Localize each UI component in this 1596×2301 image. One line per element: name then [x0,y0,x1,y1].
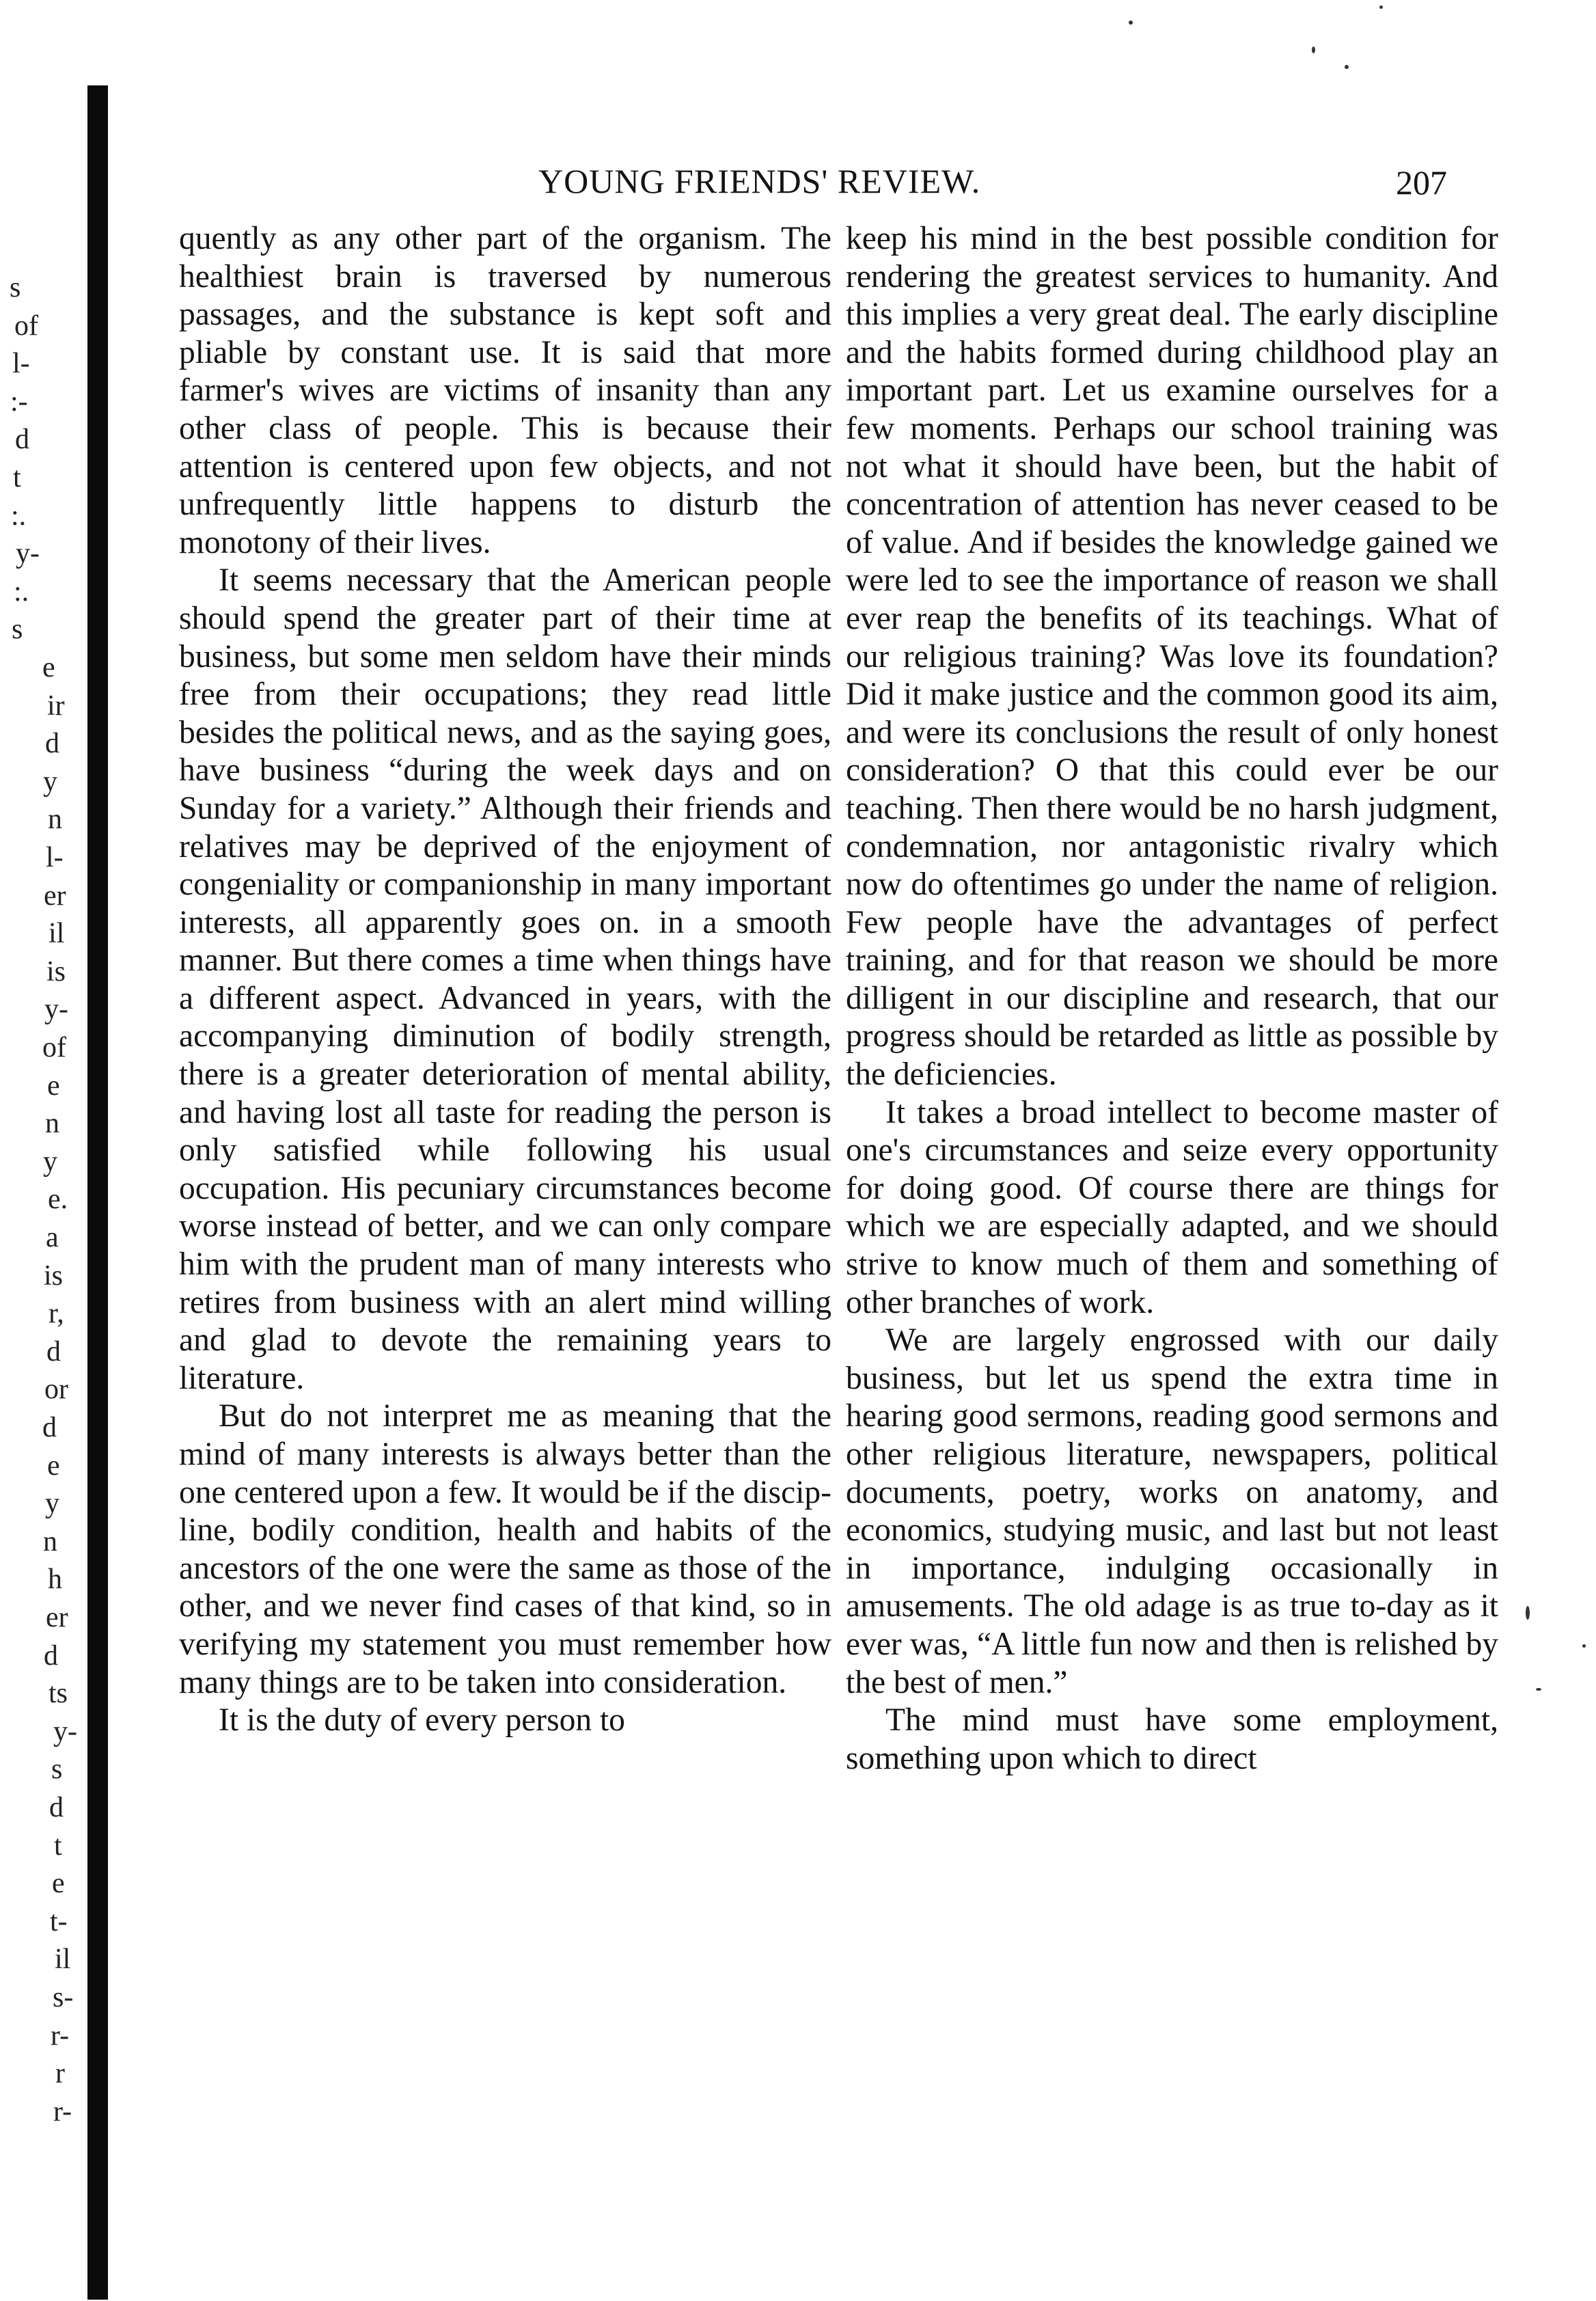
paragraph: We are largely engrossed with our daily business, but let us spend the extra time in hearing good sermons, reading good sermons and other religious literature, newspapers, political documents, poetry, works on anatomy, and economics, studying music, and last but not least in importance, indulging occasionally in amusements. The old adage is as true to-day as it ever was, “A little fun now and then is relished by the best of men.” [846,1322,1498,1700]
margin-fragment: y [45,1488,59,1520]
paragraph: quently as any other part of the organism. The healthiest brain is traversed by numerous passages, and the substance is kept soft and pliable by constant use. It is said that more farmer's wives are victims of insanity than any other class of people. This is because their attention is centered upon few objects, and not unfrequently little happens to disturb the monotony of their lives. [179,221,831,560]
binding-gutter-shadow [87,85,108,2300]
scan-speck [1129,21,1133,25]
text-column-left [179,220,831,1740]
paragraph: It seems necessary that the American people should spend the greater part of their time at business, but some men seldom have their minds free from their occupations; they read little besides the political news, and as the saying goes, have business “during the week days and on Sunday for a variety.” Although their friends and relatives may be deprived of the enjoyment of congeniality or companionship in many important interests, all apparently goes on. in a smooth manner. But there comes a time when things have a different aspect. Advanced in years, with the accompanying diminution of bodily strength, there is a greater deterioration of mental ability, and having lost all taste for reading the person is only satisfied while following his usual occupation. His pecuniary circumstances become worse instead of better, and we can only compare him with the prudent man of many interests who retires from business with an alert mind willing and glad to devote the remaining years to literature. [179,562,831,1396]
margin-fragment: y [43,765,57,798]
margin-fragment: d [45,728,59,760]
scan-speck [1379,5,1383,9]
margin-fragment: :- [10,385,28,418]
margin-fragment: l- [12,348,30,380]
margin-fragment: r [55,2058,65,2090]
scan-speck [1312,46,1315,53]
margin-fragment: e [47,1449,60,1482]
scan-speck [1526,1606,1530,1620]
margin-fragment: a [46,1222,59,1253]
margin-fragment: l- [46,842,64,873]
margin-fragment: d [15,424,29,456]
margin-fragment: h [48,1564,62,1596]
margin-fragment: y- [16,538,40,570]
scan-speck [1536,1688,1541,1691]
margin-fragment: n [43,1525,57,1557]
scan-speck [1345,65,1349,69]
margin-fragment: is [46,955,66,988]
margin-fragment: d [46,1335,61,1367]
paragraph: keep his mind in the best possible condition for rendering the greatest services to humanity. And this implies a very great deal. The early discipline and the habits formed during childhood play an important part. Let us examine ourselves for a few moments. Perhaps our school training was not what it should have been, but the habit of concentration of attention has never ceased to be of value. And if besides the knowledge gained we were led to see the importance of reason we shall ever reap the benefits of its teachings. What of our religious training? Was love its foundation? Did it make justice and the common good its aim, and were its conclusions the result of only honest consideration? O that this could ever be our teaching. Then there would be no harsh judgment, condemnation, nor antagonistic rivalry which now do oftentimes go under the name of religion. Few people have the advantages of perfect training, and for that reason we should be more dilligent in our discipline and research, that our progress should be retarded as little as possible by the deficiencies. [846,221,1498,1093]
margin-fragment: e [47,1070,60,1102]
margin-fragment: n [48,804,62,836]
margin-fragment: of [42,1032,66,1063]
margin-fragment: d [44,1639,58,1672]
page-number: 207 [1396,163,1447,202]
margin-fragment: ts [49,1678,68,1710]
margin-fragment: t [54,1829,62,1862]
paragraph: But do not interpret me as meaning that the mind of many interests is always better than the one centered upon a few. It would be if the discipline, bodily condition, health and habits of the ancestors of the one were the same as those of the other, and we never find cases of that kind, so in verifying my statement you must remember how many things are to be taken into consideration. [179,1398,831,1700]
margin-fragment: il [49,918,65,950]
margin-fragment: s- [53,1982,74,2013]
margin-fragment: d [42,1412,57,1443]
margin-fragment: of [14,310,38,342]
margin-fragment: e [42,652,55,683]
margin-fragment: y- [44,994,68,1026]
scan-speck [1582,1644,1586,1648]
margin-fragment: r- [53,2095,72,2127]
paragraph: It takes a broad intellect to become master of one's circumstances and seize every opportunity for doing good. Of course there are things for which we are especially adapted, and we should strive to know much of them and something of other branches of work. [846,1094,1498,1320]
margin-fragment: t [13,462,21,493]
margin-fragment: t- [50,1905,68,1937]
margin-fragment: r, [49,1298,64,1330]
margin-fragment: y- [53,1715,77,1747]
margin-fragment: y [43,1145,57,1177]
margin-fragment: n [45,1108,59,1140]
page-header [176,161,1474,209]
margin-fragment: r- [51,2019,70,2052]
margin-fragment: il [55,1944,71,1976]
margin-fragment: s [10,272,21,303]
margin-fragment: e [52,1868,65,1900]
margin-fragment: er [46,1602,68,1633]
left-margin-bleed-through [0,0,82,2301]
running-head: YOUNG FRIENDS' REVIEW. [538,162,981,200]
text-column-right [846,220,1498,1778]
margin-fragment: d [49,1792,64,1823]
margin-fragment: :. [11,500,27,532]
margin-fragment: e. [48,1184,68,1216]
margin-fragment: s [12,614,23,646]
margin-fragment: er [44,880,66,912]
paragraph: It is the duty of every person to [219,1702,625,1739]
margin-fragment: is [44,1260,64,1292]
paragraph: The mind must have some employment, something upon which to direct [846,1702,1498,1776]
margin-fragment: :. [14,575,29,608]
margin-fragment: s [51,1754,63,1786]
margin-fragment: or [44,1374,68,1406]
margin-fragment: ir [47,690,65,722]
